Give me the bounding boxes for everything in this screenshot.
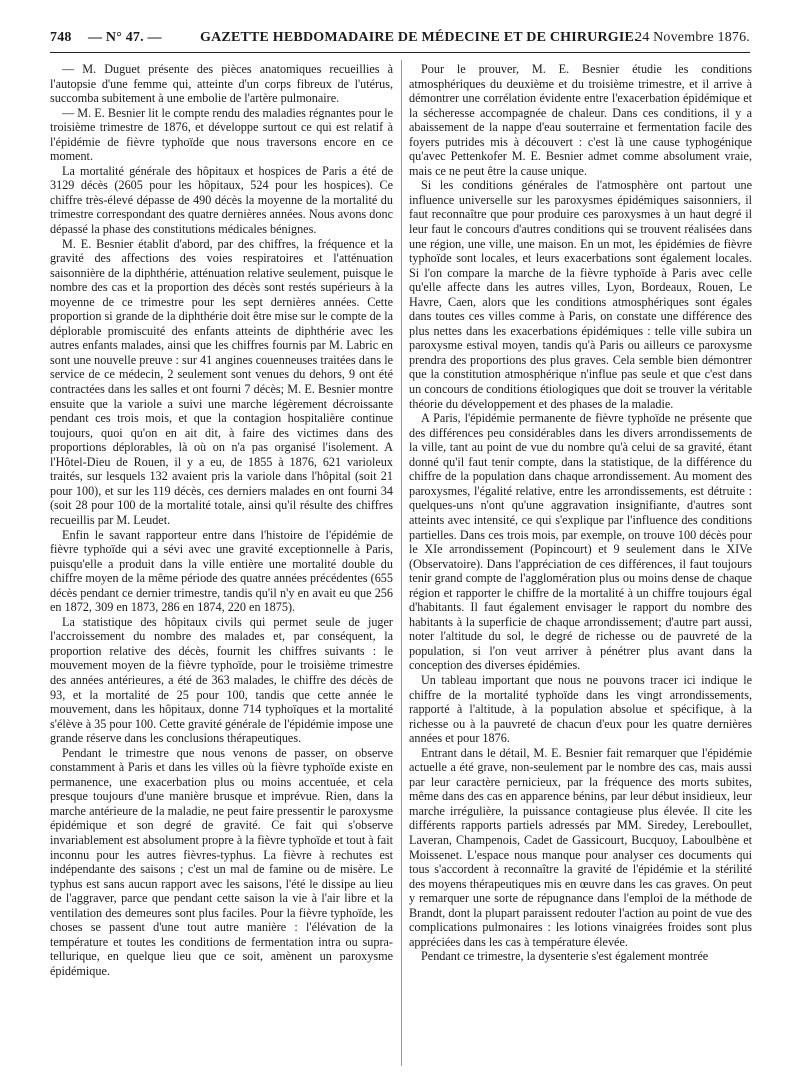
right-column [409, 62, 752, 1074]
header-rule [50, 52, 750, 53]
paragraph: Si les conditions générales de l'atmosphère ont partout une influence universelle sur les paroxysmes épidémiques saisonniers, il faut reconnaître que pour produire ces paroxysmes à un haut degré il leur faut le concours d'autres conditions qui se trouvent réalisées dans une région, une ville, une maison. En un mot, les épidémies de fièvre typhoïde sont locales, et leurs exacerbations sont également locales. Si l'on compare la marche de la fièvre typhoïde à Paris avec celle qu'elle affecte dans les autres villes, Lyon, Bordeaux, Rouen, Le Havre, Caen, alors que les conditions atmosphériques sont égales dans toutes ces villes comme à Paris, on constate une différence des plus nettes dans les exacerbations épidémiques : telle ville subira un paroxysme estival moyen, tandis qu'à Paris ou ailleurs ce paroxysme prendra des proportions des plus graves. Cela semble bien démontrer que la constitution atmosphérique n'influe pas seule et que c'est dans un concours de conditions étiologiques que doit se trouver la véritable théorie du développement et des phases de la maladie. [409, 178, 752, 411]
paragraph: A Paris, l'épidémie permanente de fièvre typhoïde ne présente que des différences peu considérables dans les divers arrondissements de la ville, tant au point de vue du nombre qu'à celui de sa gravité, étant donné qu'il faut tenir compte, dans la statistique, de la différence du chiffre de la population dans chaque arrondissement. Au moment des paroxysmes, l'égalité relative, entre les arrondissements, est détruite : quelques-uns n'ont qu'une aggravation insignifiante, d'autres sont atteints avec intensité, ce qui s'explique par l'influence des conditions partielles. Dans ces trois mois, par exemple, on trouve 100 décès pour le XIe arrondissement (Popincourt) et 9 seulement dans le XIVe (Observatoire). Dans l'appréciation de ces différences, il faut toujours tenir grand compte de l'agglomération plus ou moins dense de chaque région et rapporter le chiffre de la mortalité à un chiffre toujours égal d'habitants. Il faut également envisager le rapport du nombre des habitants à la superficie de chaque arrondissement; d'autre part aussi, noter l'altitude du sol, le degré de richesse ou de pauvreté de la population, si l'on veut arriver à pénétrer plus avant dans la conception des diverses épidémies. [409, 411, 752, 673]
issue-date: 24 Novembre 1876. [635, 30, 750, 45]
paragraph: Pendant le trimestre que nous venons de passer, on observe constamment à Paris et dans les villes où la fièvre typhoïde existe en permanence, une exacerbation plus ou moins accentuée, et cela presque toujours d'une manière brusque et imprévue. Rien, dans la marche antérieure de la maladie, ne peut faire pressentir le paroxysme épidémique et son degré de gravité. Ce fait qui s'observe invariablement est absolument propre à la fièvre typhoïde et tout à fait inconnu pour les autres fièvres-typhus. La fièvre à rechutes est indépendante des saisons ; c'est un mal de famine ou de misère. Le typhus est sans aucun rapport avec les saisons, l'été le dissipe au lieu de l'aggraver, parce que pendant cette saison la vie à l'air libre et la ventilation des demeures sont plus faciles. Pour la fièvre typhoïde, les choses se passent d'une tout autre manière : l'élévation de la température et toutes les conditions de fermentation intra ou supra-tellurique, en quelque lieu que ce soit, amènent un paroxysme épidémique. [50, 745, 393, 978]
paragraph: La mortalité générale des hôpitaux et hospices de Paris a été de 3129 décès (2605 pour les hôpitaux, 524 pour les hospices). Ce chiffre très-élevé dépasse de 490 décès la moyenne de la mortalité du trimestre correspondant des quatre dernières années. Nous avons donc dépassé la phase des constitutions médicales bénignes. [50, 163, 393, 237]
journal-title: GAZETTE HEBDOMADAIRE DE MÉDECINE ET DE CHIRURGIE. [200, 30, 638, 45]
paragraph: La statistique des hôpitaux civils qui permet seule de juger l'accroissement du nombre des malades et, par conséquent, la proportion relative des décès, fournit les chiffres suivants : le mouvement moyen de la fièvre typhoïde, pour le troisième trimestre des années antérieures, a été de 363 malades, le chiffre des décès de 93, et la mortalité de 25 pour 100, tandis que cette année le mouvement, dans les hôpitaux, donne 714 typhoïques et la mortalité s'élève à 35 pour 100. Cette gravité générale de l'épidémie impose une grande réserve dans les conclusions thérapeutiques. [50, 614, 393, 746]
paragraph: M. E. Besnier établit d'abord, par des chiffres, la fréquence et la gravité des affections des voies respiratoires et l'atténuation saisonnière de la diphthérie, atténuation relative seulement, puisque le nombre des cas et la proportion des décès sont restés supérieurs à la moyenne de ce trimestre pour les sept dernières années. Cette proportion si grande de la diphthérie doit être mise sur le compte de la déplorable promiscuité des enfants atteints de diphthérie avec les autres enfants malades, ainsi que les chiffres fournis par M. Labric en sont une nouvelle preuve : sur 41 angines couenneuses traitées dans le service de ce médecin, 2 seulement sont venues du dehors, 9 ont été contractées dans les salles et ont fourni 7 décès; M. E. Besnier montre ensuite que la variole a suivi une marche légèrement décroissante pendant ces trois mois, et que la contagion hospitalière continue toujours, quoi qu'on en ait dit, à faire des victimes dans des proportions déplorables, là où on n'a pas organisé l'isolement. A l'Hôtel-Dieu de Rouen, il y a eu, de 1855 à 1876, 621 varioleux traités, sur lesquels 132 avaient pris la variole dans l'hôpital (soit 21 pour 100), et sur les 119 décès, ces derniers malades en ont fourni 34 (soit 28 pour 100 de la mortalité totale, ainsi qu'il résulte des chiffres recueillis par M. Leudet. [50, 236, 393, 527]
paragraph: — M. E. Besnier lit le compte rendu des maladies régnantes pour le troisième trimestre de 1876, et développe surtout ce qui est relatif à l'épidémie de fièvre typhoïde que nous traversons encore en ce moment. [50, 105, 393, 164]
paragraph: Pendant ce trimestre, la dysenterie s'est également montrée [421, 949, 709, 964]
running-header [50, 30, 750, 52]
column-divider [401, 60, 402, 1066]
issue-number: — N° 47. — [88, 30, 162, 45]
paragraph: Entrant dans le détail, M. E. Besnier fait remarquer que l'épidémie actuelle a été grave, non-seulement par le nombre des cas, mais aussi par leur caractère pernicieux, par la fréquence des morts subites, même dans des cas en apparence bénins, par leur début insidieux, leur marche irrégulière, la puissance contagieuse plus élevée. Il cite les différents rapports partiels adressés par MM. Siredey, Lereboullet, Laveran, Champenois, Cadet de Gassicourt, Bucquoy, Laboulbène et Moissenet. L'espace nous manque pour analyser ces documents qui tous s'accordent à reconnaître la gravité de l'épidémie et la stérilité des moyens thérapeutiques mis en œuvre dans les cas graves. On peut y remarquer une sorte de répugnance dans l'emploi de la méthode de Brandt, dont la plupart paraissent redouter l'action au point de vue des complications pulmonaires : les lotions vinaigrées froides sont plus appréciées dans les cas à température élevée. [409, 745, 752, 949]
paragraph: Pour le prouver, M. E. Besnier étudie les conditions atmosphériques du deuxième et du troisième trimestre, et il arrive à démontrer une corrélation évidente entre l'exacerbation épidémique et la sécheresse accompagnée de chaleur. Dans ces conditions, il y a abaissement de la nappe d'eau souterraine et fermentation facile des foyers putrides mis à découvert : c'est là une cause typhogénique qu'avec Pettenkofer M. E. Besnier admet comme absolument vraie, mais ce ne peut être la cause unique. [409, 62, 752, 178]
left-column [50, 62, 393, 1074]
page-number: 748 [50, 30, 72, 45]
paragraph: — M. Duguet présente des pièces anatomiques recueillies à l'autopsie d'une femme qui, atteinte d'un corps fibreux de l'utérus, succomba subitement à une embolie de l'artère pulmonaire. [50, 62, 393, 106]
paragraph: Enfin le savant rapporteur entre dans l'histoire de l'épidémie de fièvre typhoïde qui a sévi avec une gravité exceptionnelle à Paris, puisqu'elle a produit dans la ville entière une mortalité double du chiffre moyen de la même période des quatre années précédentes (655 décès pendant ce dernier trimestre, tandis qu'il n'y en avait eu que 256 en 1872, 309 en 1873, 286 en 1874, 220 en 1875). [50, 527, 393, 615]
paragraph: Un tableau important que nous ne pouvons tracer ici indique le chiffre de la mortalité typhoïde dans les vingt arrondissements, rapporté à l'altitude, à la population absolue et spécifique, à la richesse ou à la pauvreté de chacun d'eux pour les quatre dernières années et pour 1876. [409, 672, 752, 746]
